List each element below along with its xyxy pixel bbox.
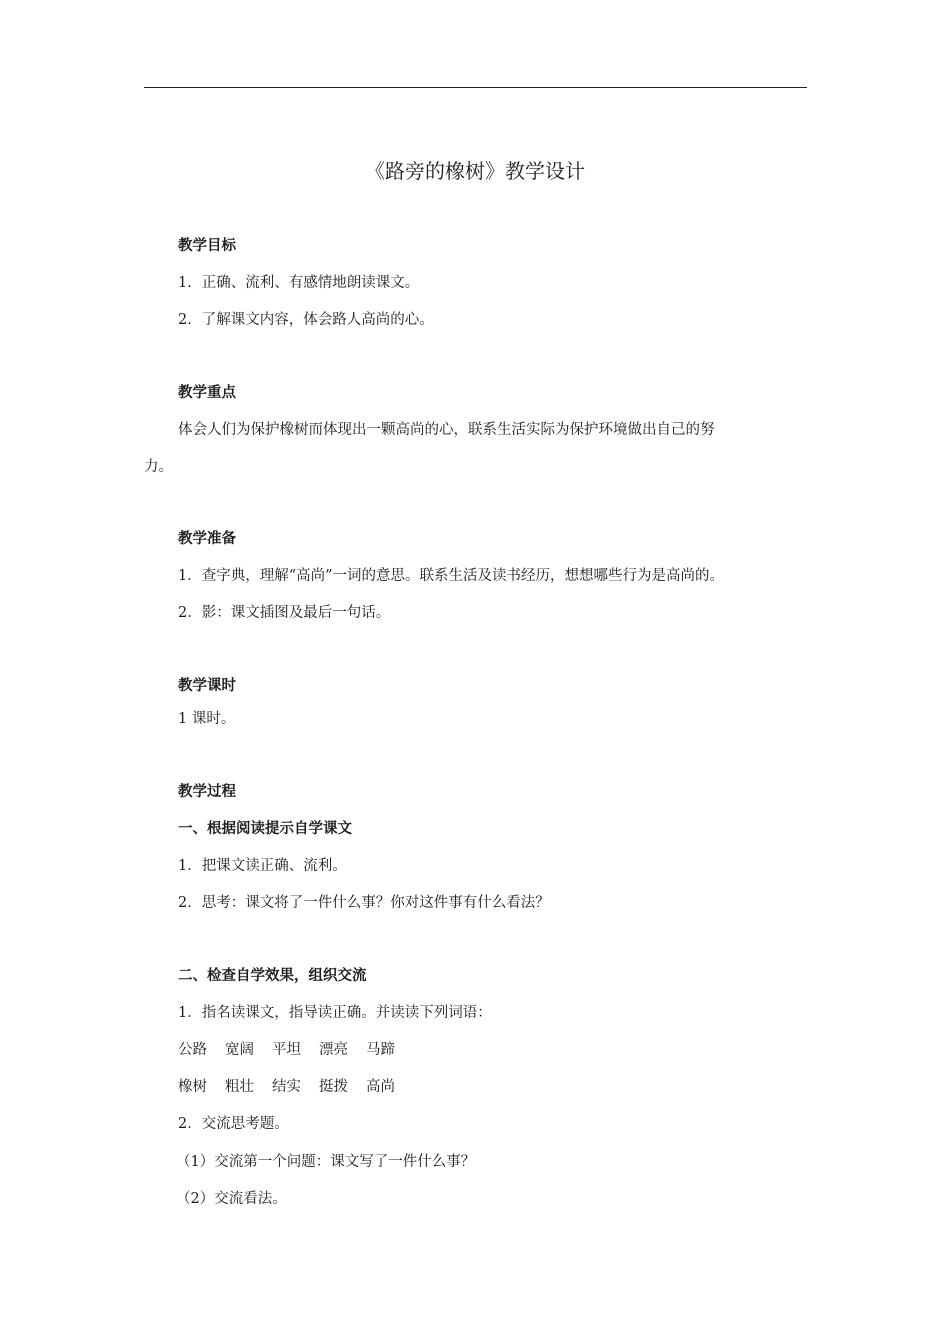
word: 公路 (178, 1042, 207, 1058)
hours-heading: 教学课时 (178, 678, 236, 694)
word-list-row-1 (178, 1040, 413, 1060)
goals-item-1: 1．正确、流利、有感情地朗读课文。 (178, 275, 420, 291)
header-rule (144, 87, 807, 88)
word: 橡树 (178, 1079, 207, 1095)
word: 宽阔 (225, 1042, 254, 1058)
word: 漂亮 (319, 1042, 348, 1058)
word: 结实 (272, 1079, 301, 1095)
focus-text-line-1: 体会人们为保护橡树而体现出一颗高尚的心，联系生活实际为保护环境做出自己的努 (178, 422, 715, 438)
goals-item-2: 2．了解课文内容，体会路人高尚的心。 (178, 312, 434, 328)
part2-sub-1: （1）交流第一个问题：课文写了一件什么事？ (176, 1154, 476, 1170)
part2-item-2: 2．交流思考题。 (178, 1116, 289, 1132)
part2-item-1: 1．指名读课文，指导读正确。并读读下列词语： (178, 1005, 492, 1021)
document-title: 《路旁的橡树》教学设计 (365, 159, 585, 183)
goals-heading: 教学目标 (178, 238, 236, 254)
word-list-row-2 (178, 1077, 413, 1097)
word: 粗壮 (225, 1079, 254, 1095)
part1-item-2: 2．思考：课文将了一件什么事？你对这件事有什么看法？ (178, 895, 550, 911)
part1-heading: 一、根据阅读提示自学课文 (178, 821, 352, 837)
hours-text: 1 课时。 (178, 711, 236, 727)
process-heading: 教学过程 (178, 784, 236, 800)
word: 平坦 (272, 1042, 301, 1058)
part2-heading: 二、检查自学效果，组织交流 (178, 968, 367, 984)
word: 挺拨 (319, 1079, 348, 1095)
prep-item-1: 1．查字典，理解“高尚”一词的意思。联系生活及读书经历，想想哪些行为是高尚的。 (178, 568, 725, 584)
prep-heading: 教学准备 (178, 531, 236, 547)
focus-text-line-2: 力。 (144, 459, 173, 475)
word: 高尚 (366, 1079, 395, 1095)
focus-heading: 教学重点 (178, 385, 236, 401)
part2-sub-2: （2）交流看法。 (176, 1191, 287, 1207)
prep-item-2: 2．影：课文插图及最后一句话。 (178, 605, 391, 621)
part1-item-1: 1．把课文读正确、流利。 (178, 858, 347, 874)
word: 马蹄 (366, 1042, 395, 1058)
